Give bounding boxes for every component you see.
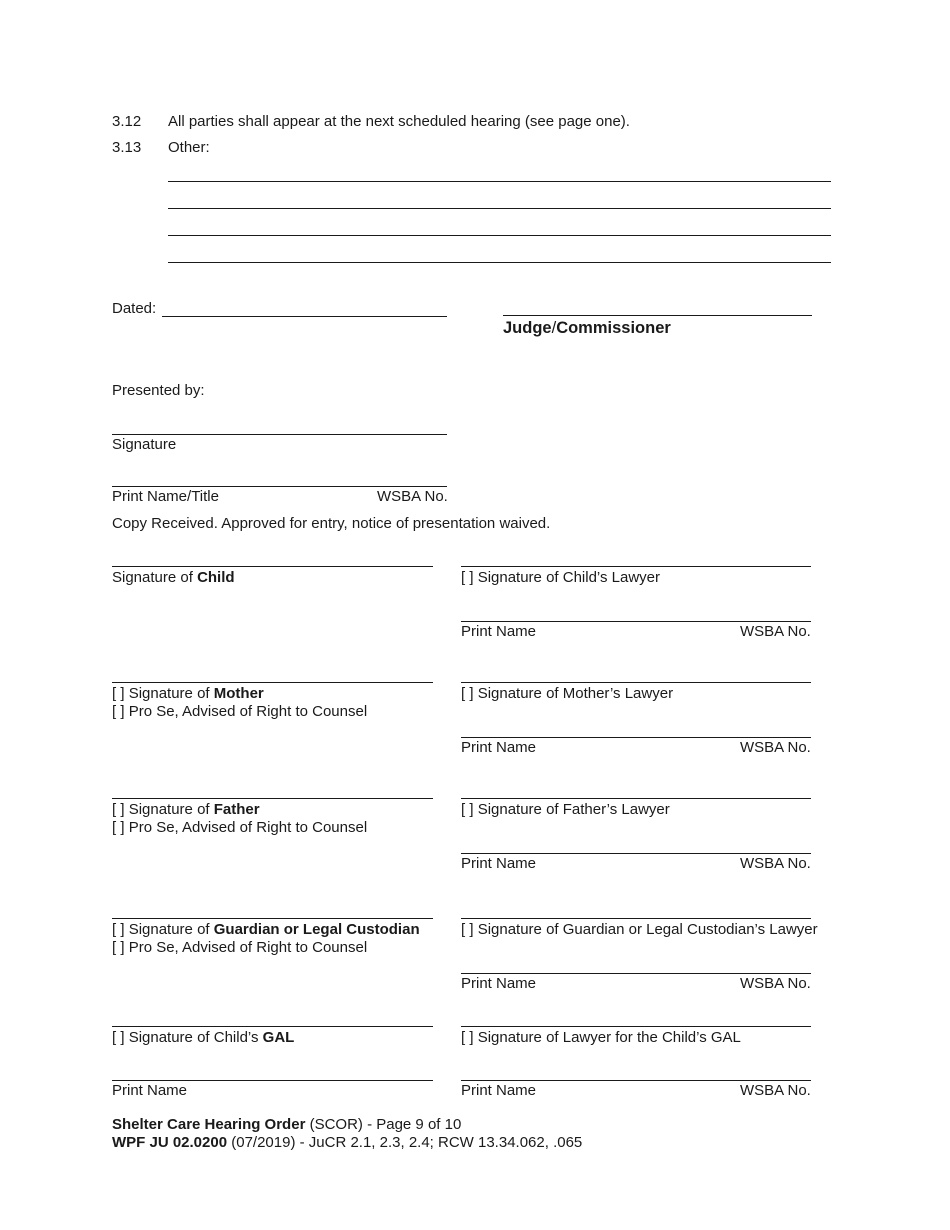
child-signature-line[interactable] [112,566,433,567]
wsba-label: WSBA No. [377,488,448,505]
father-pro-se-label: [ ] Pro Se, Advised of Right to Counsel [112,819,368,836]
checkbox[interactable]: [ ] [461,685,474,702]
father-signature-line[interactable] [112,798,433,799]
judge-signature-line[interactable] [503,315,812,316]
footer-form-id: WPF JU 02.0200 (07/2019) - JuCR 2.1, 2.3, 2.4; RCW 13.34.062, .065 [112,1134,583,1151]
wsba-label: WSBA No. [740,855,811,872]
gal-signature-label: [ ] Signature of Child’s GAL [112,1029,295,1046]
guardian-lawyer-signature-line[interactable] [461,918,811,919]
print-name-title-label: Print Name/Title [112,488,219,505]
father-lawyer-signature-label: [ ] Signature of Father’s Lawyer [461,801,670,818]
checkbox[interactable]: [ ] [461,569,474,586]
mother-lawyer-print-line[interactable] [461,737,811,738]
father-lawyer-signature-line[interactable] [461,798,811,799]
checkbox[interactable]: [ ] [112,1029,125,1046]
child-signature-label: Signature of Child [112,569,235,586]
dated-line[interactable] [162,316,447,317]
guardian-signature-line[interactable] [112,918,433,919]
gal-signature-line[interactable] [112,1026,433,1027]
guardian-signature-label: [ ] Signature of Guardian or Legal Custodian [112,921,420,938]
other-blank-line[interactable] [168,262,831,263]
gal-lawyer-signature-line[interactable] [461,1026,811,1027]
print-name-label: Print Name [461,855,537,872]
wsba-label: WSBA No. [740,975,811,992]
checkbox[interactable]: [ ] [112,939,125,956]
checkbox[interactable]: [ ] [112,703,125,720]
wsba-label: WSBA No. [740,623,811,640]
checkbox[interactable]: [ ] [112,801,125,818]
footer-title: Shelter Care Hearing Order (SCOR) - Page 9 of 10 [112,1116,462,1133]
child-lawyer-print-line[interactable] [461,621,811,622]
mother-signature-line[interactable] [112,682,433,683]
gal-lawyer-signature-label: [ ] Signature of Lawyer for the Child’s GAL [461,1029,741,1046]
mother-lawyer-signature-line[interactable] [461,682,811,683]
other-blank-line[interactable] [168,181,831,182]
print-name-label: Print Name [461,975,537,992]
checkbox[interactable]: [ ] [461,921,474,938]
print-name-label: Print Name [461,739,537,756]
checkbox[interactable]: [ ] [112,819,125,836]
checkbox[interactable]: [ ] [461,801,474,818]
presented-by-label: Presented by: [112,382,205,399]
mother-pro-se-label: [ ] Pro Se, Advised of Right to Counsel [112,703,368,720]
print-name-label: Print Name [461,1082,537,1099]
item-text-3-13: Other: [168,139,210,156]
gal-lawyer-print-line[interactable] [461,1080,811,1081]
signature-label: Signature [112,436,177,453]
wsba-label: WSBA No. [740,1082,811,1099]
item-number-3-12: 3.12 [112,113,142,130]
father-signature-label: [ ] Signature of Father [112,801,260,818]
wsba-label: WSBA No. [740,739,811,756]
print-name-title-line[interactable] [112,486,447,487]
checkbox[interactable]: [ ] [112,921,125,938]
mother-signature-label: [ ] Signature of Mother [112,685,264,702]
child-lawyer-signature-label: [ ] Signature of Child’s Lawyer [461,569,661,586]
guardian-lawyer-signature-label: [ ] Signature of Guardian or Legal Custodian’s Lawyer [461,921,818,938]
dated-label: Dated: [112,300,157,317]
mother-lawyer-signature-label: [ ] Signature of Mother’s Lawyer [461,685,674,702]
guardian-pro-se-label: [ ] Pro Se, Advised of Right to Counsel [112,939,368,956]
child-lawyer-signature-line[interactable] [461,566,811,567]
judge-commissioner-label: Judge/Commissioner [503,319,671,337]
other-blank-line[interactable] [168,208,831,209]
other-blank-line[interactable] [168,235,831,236]
presenter-signature-line[interactable] [112,434,447,435]
checkbox[interactable]: [ ] [461,1029,474,1046]
print-name-label: Print Name [461,623,537,640]
father-lawyer-print-line[interactable] [461,853,811,854]
item-text-3-12: All parties shall appear at the next scheduled hearing (see page one). [168,113,630,130]
print-name-label: Print Name [112,1082,188,1099]
checkbox[interactable]: [ ] [112,685,125,702]
copy-received-text: Copy Received. Approved for entry, notice of presentation waived. [112,515,551,532]
gal-print-line[interactable] [112,1080,433,1081]
item-number-3-13: 3.13 [112,139,142,156]
guardian-lawyer-print-line[interactable] [461,973,811,974]
